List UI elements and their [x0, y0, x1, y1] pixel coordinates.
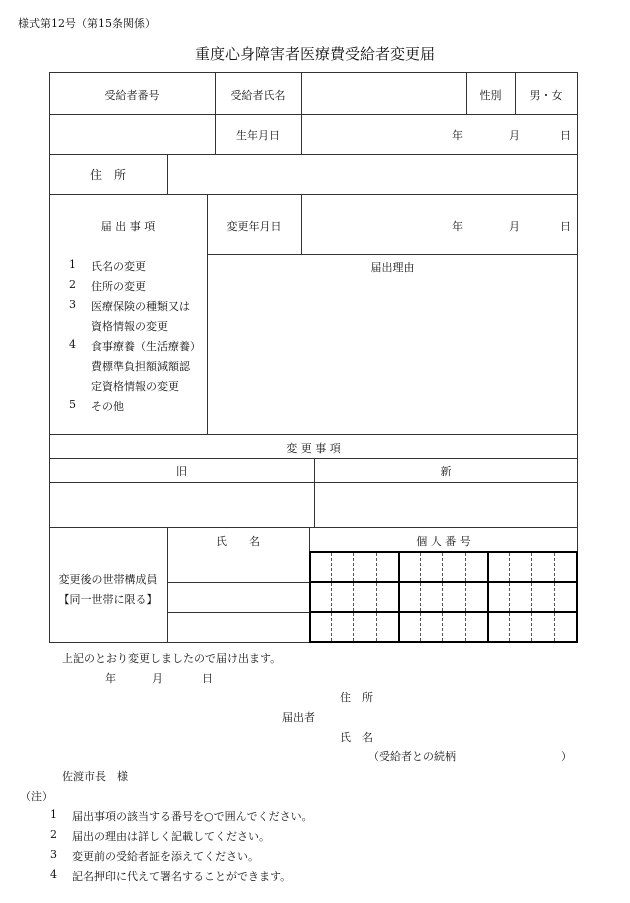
birth-date-label: 生年月日 [236, 129, 280, 142]
page-title: 重度心身障害者医療費受給者変更届 [194, 45, 435, 63]
address-label: 住 所 [89, 168, 126, 182]
note-item: 記名押印に代えて署名することができます。 [72, 870, 292, 883]
recipient-name-field[interactable] [302, 73, 465, 113]
old-value-field[interactable] [50, 483, 313, 526]
note-num: 2 [50, 828, 57, 841]
notifier-name-label: 氏 名 [340, 731, 373, 744]
new-value-field[interactable] [315, 483, 577, 526]
personal-number-label: 個 人 番 号 [416, 535, 471, 548]
birth-month-label: 月 [509, 129, 520, 142]
reason-label: 届出理由 [370, 261, 415, 274]
change-month-label: 月 [509, 220, 520, 233]
list-item[interactable]: その他 [91, 400, 124, 413]
recipient-name-label: 受給者氏名 [230, 89, 286, 102]
birth-year-label: 年 [452, 129, 463, 142]
change-year-label: 年 [452, 220, 463, 233]
note-item: 届出の理由は詳しく記載してください。 [72, 830, 270, 843]
change-date-label: 変更年月日 [226, 220, 282, 233]
recipient-number-label: 受給者番号 [104, 89, 160, 102]
list-item-num: 4 [69, 338, 76, 351]
form-number: 様式第12号（第15条関係） [18, 17, 156, 30]
note-num: 4 [50, 868, 57, 881]
addressee: 佐渡市長 様 [62, 770, 128, 783]
old-label: 旧 [176, 465, 187, 478]
list-item-num: 3 [69, 298, 76, 311]
notification-items-label: 届 出 事 項 [100, 220, 156, 233]
household-name-label: 氏 名 [216, 535, 260, 548]
household-label: 変更後の世帯構成員 [58, 573, 158, 586]
note-num: 3 [50, 848, 57, 861]
list-item-num: 5 [69, 398, 76, 411]
list-item[interactable]: 氏名の変更 [91, 260, 146, 273]
list-item[interactable]: 食事療養（生活療養） [91, 340, 201, 353]
list-item: 費標準負担額減額認 [91, 360, 190, 373]
new-label: 新 [440, 465, 452, 478]
relation-label: （受給者との続柄 [368, 750, 456, 763]
declaration-month-label: 月 [152, 672, 163, 685]
change-details-label: 変 更 事 項 [286, 442, 341, 455]
list-item: 定資格情報の変更 [91, 380, 179, 393]
declaration-year-label: 年 [105, 672, 116, 685]
notifier-address-label: 住 所 [340, 691, 373, 704]
note-item: 届出事項の該当する番号を○で囲んでください。 [72, 810, 313, 823]
list-item[interactable]: 住所の変更 [91, 280, 146, 293]
list-item-num: 1 [69, 258, 76, 271]
gender-label: 性別 [479, 89, 502, 102]
change-day-label: 日 [560, 220, 571, 233]
note-item: 変更前の受給者証を添えてください。 [72, 850, 259, 863]
list-item: 資格情報の変更 [91, 320, 168, 333]
declaration-statement: 上記のとおり変更しましたので届け出ます。 [62, 652, 282, 665]
declaration-day-label: 日 [202, 672, 213, 685]
recipient-number-field[interactable] [50, 73, 214, 113]
household-note: 【同一世帯に限る】 [58, 593, 158, 606]
list-item-num: 2 [69, 278, 76, 291]
note-num: 1 [50, 808, 57, 821]
birth-day-label: 日 [560, 129, 571, 142]
relation-close: ） [561, 750, 572, 763]
gender-options[interactable]: 男・女 [529, 89, 563, 102]
notes-heading: （注） [20, 790, 53, 803]
address-field[interactable] [168, 155, 576, 193]
list-item[interactable]: 医療保険の種類又は [91, 300, 190, 313]
notifier-label: 届出者 [282, 711, 315, 724]
